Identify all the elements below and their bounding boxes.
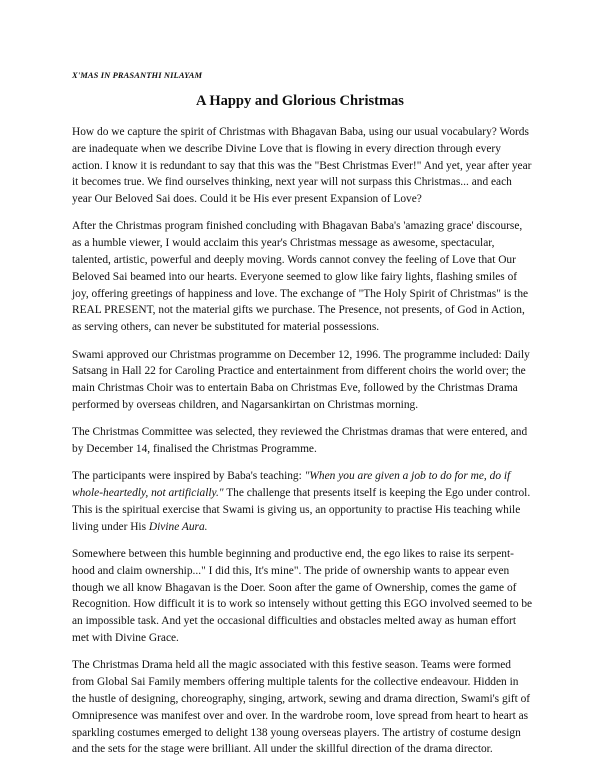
paragraph-4: The Christmas Committee was selected, they reviewed the Christmas dramas that were entered, and by December 14, finalised the Christmas Programme. xyxy=(72,426,528,456)
section-header: X'MAS IN PRASANTHI NILAYAM xyxy=(72,70,203,80)
article-body xyxy=(72,124,534,769)
paragraph-7: The Christmas Drama held all the magic associated with this festive season. Teams were formed from Global Sai Family members offering multiple talents for the collective endeavour. Hidden in the hustle of designing, choreography, singing, artwork, sewing and drama direction, Swami's gift of Omnipresence was manifest over and over. In the wardrobe room, love spread from heart to heart as sparkling costumes emerged to delight 138 young overseas players. The artistry of costume design and the sets for the stage were brilliant. All under the skillful direction of the drama director. xyxy=(72,659,531,756)
paragraph-5-intro: The participants were inspired by Baba's teaching: xyxy=(72,470,305,483)
paragraph-3: Swami approved our Christmas programme on December 12, 1996. The programme included: Daily Satsang in Hall 22 for Caroling Practice and entertainment from different choirs the world over; the main Christmas Choir was to entertain Baba on Christmas Eve, followed by the Christmas Drama performed by overseas children, and Nagarsankirtan on Christmas morning. xyxy=(72,348,530,411)
paragraph-2: After the Christmas program finished concluding with Bhagavan Baba's 'amazing grace' discourse, as a humble viewer, I would acclaim this year's Christmas message as awesome, spectacular, talented, artistic, powerful and deeply moving. Words cannot convey the feeling of Love that Our Beloved Sai beamed into our hearts. Everyone seemed to glow like fairy lights, flashing smiles of joy, offering greetings of happiness and love. The exchange of "The Holy Spirit of Christmas" is the REAL PRESENT, not the material gifts we purchase. The Presence, not presents, of God in Action, as serving others, can never be substituted for material possessions. xyxy=(72,220,529,334)
paragraph-5-body: The challenge that presents itself is keeping the Ego under control. This is the spiritual exercise that Swami is giving us, an opportunity to practise His teaching while living under His xyxy=(72,487,531,533)
baba-quote: "When you are given a job to do for me, do if whole-heartedly, not artificially." xyxy=(72,470,511,500)
divine-aura-phrase: Divine Aura. xyxy=(148,520,208,533)
paragraph-6: Somewhere between this humble beginning and productive end, the ego likes to raise its serpent-hood and claim ownership..." I did this, It's mine". The pride of ownership wants to appear even though we all know Bhagavan is the Doer. Soon after the game of Ownership, comes the game of Recognition. How difficult it is to work so intensely without getting this EGO involved seemed to be an impossible task. And yet the occasional difficulties and obstacles melted away as human effort met with Divine Grace. xyxy=(72,548,533,645)
paragraph-5 xyxy=(72,468,534,535)
page-title: A Happy and Glorious Christmas xyxy=(196,93,404,109)
paragraph-1: How do we capture the spirit of Christmas with Bhagavan Baba, using our usual vocabulary? Words are inadequate when we describe Divine Love that is flowing in every direction through every action. I know it is redundant to say that this was the "Best Christmas Ever!" And yet, year after year it becomes true. We find ourselves thinking, next year will not surpass this Christmas... and each year Our Beloved Sai does. Could it be His ever present Expansion of Love? xyxy=(72,126,532,206)
